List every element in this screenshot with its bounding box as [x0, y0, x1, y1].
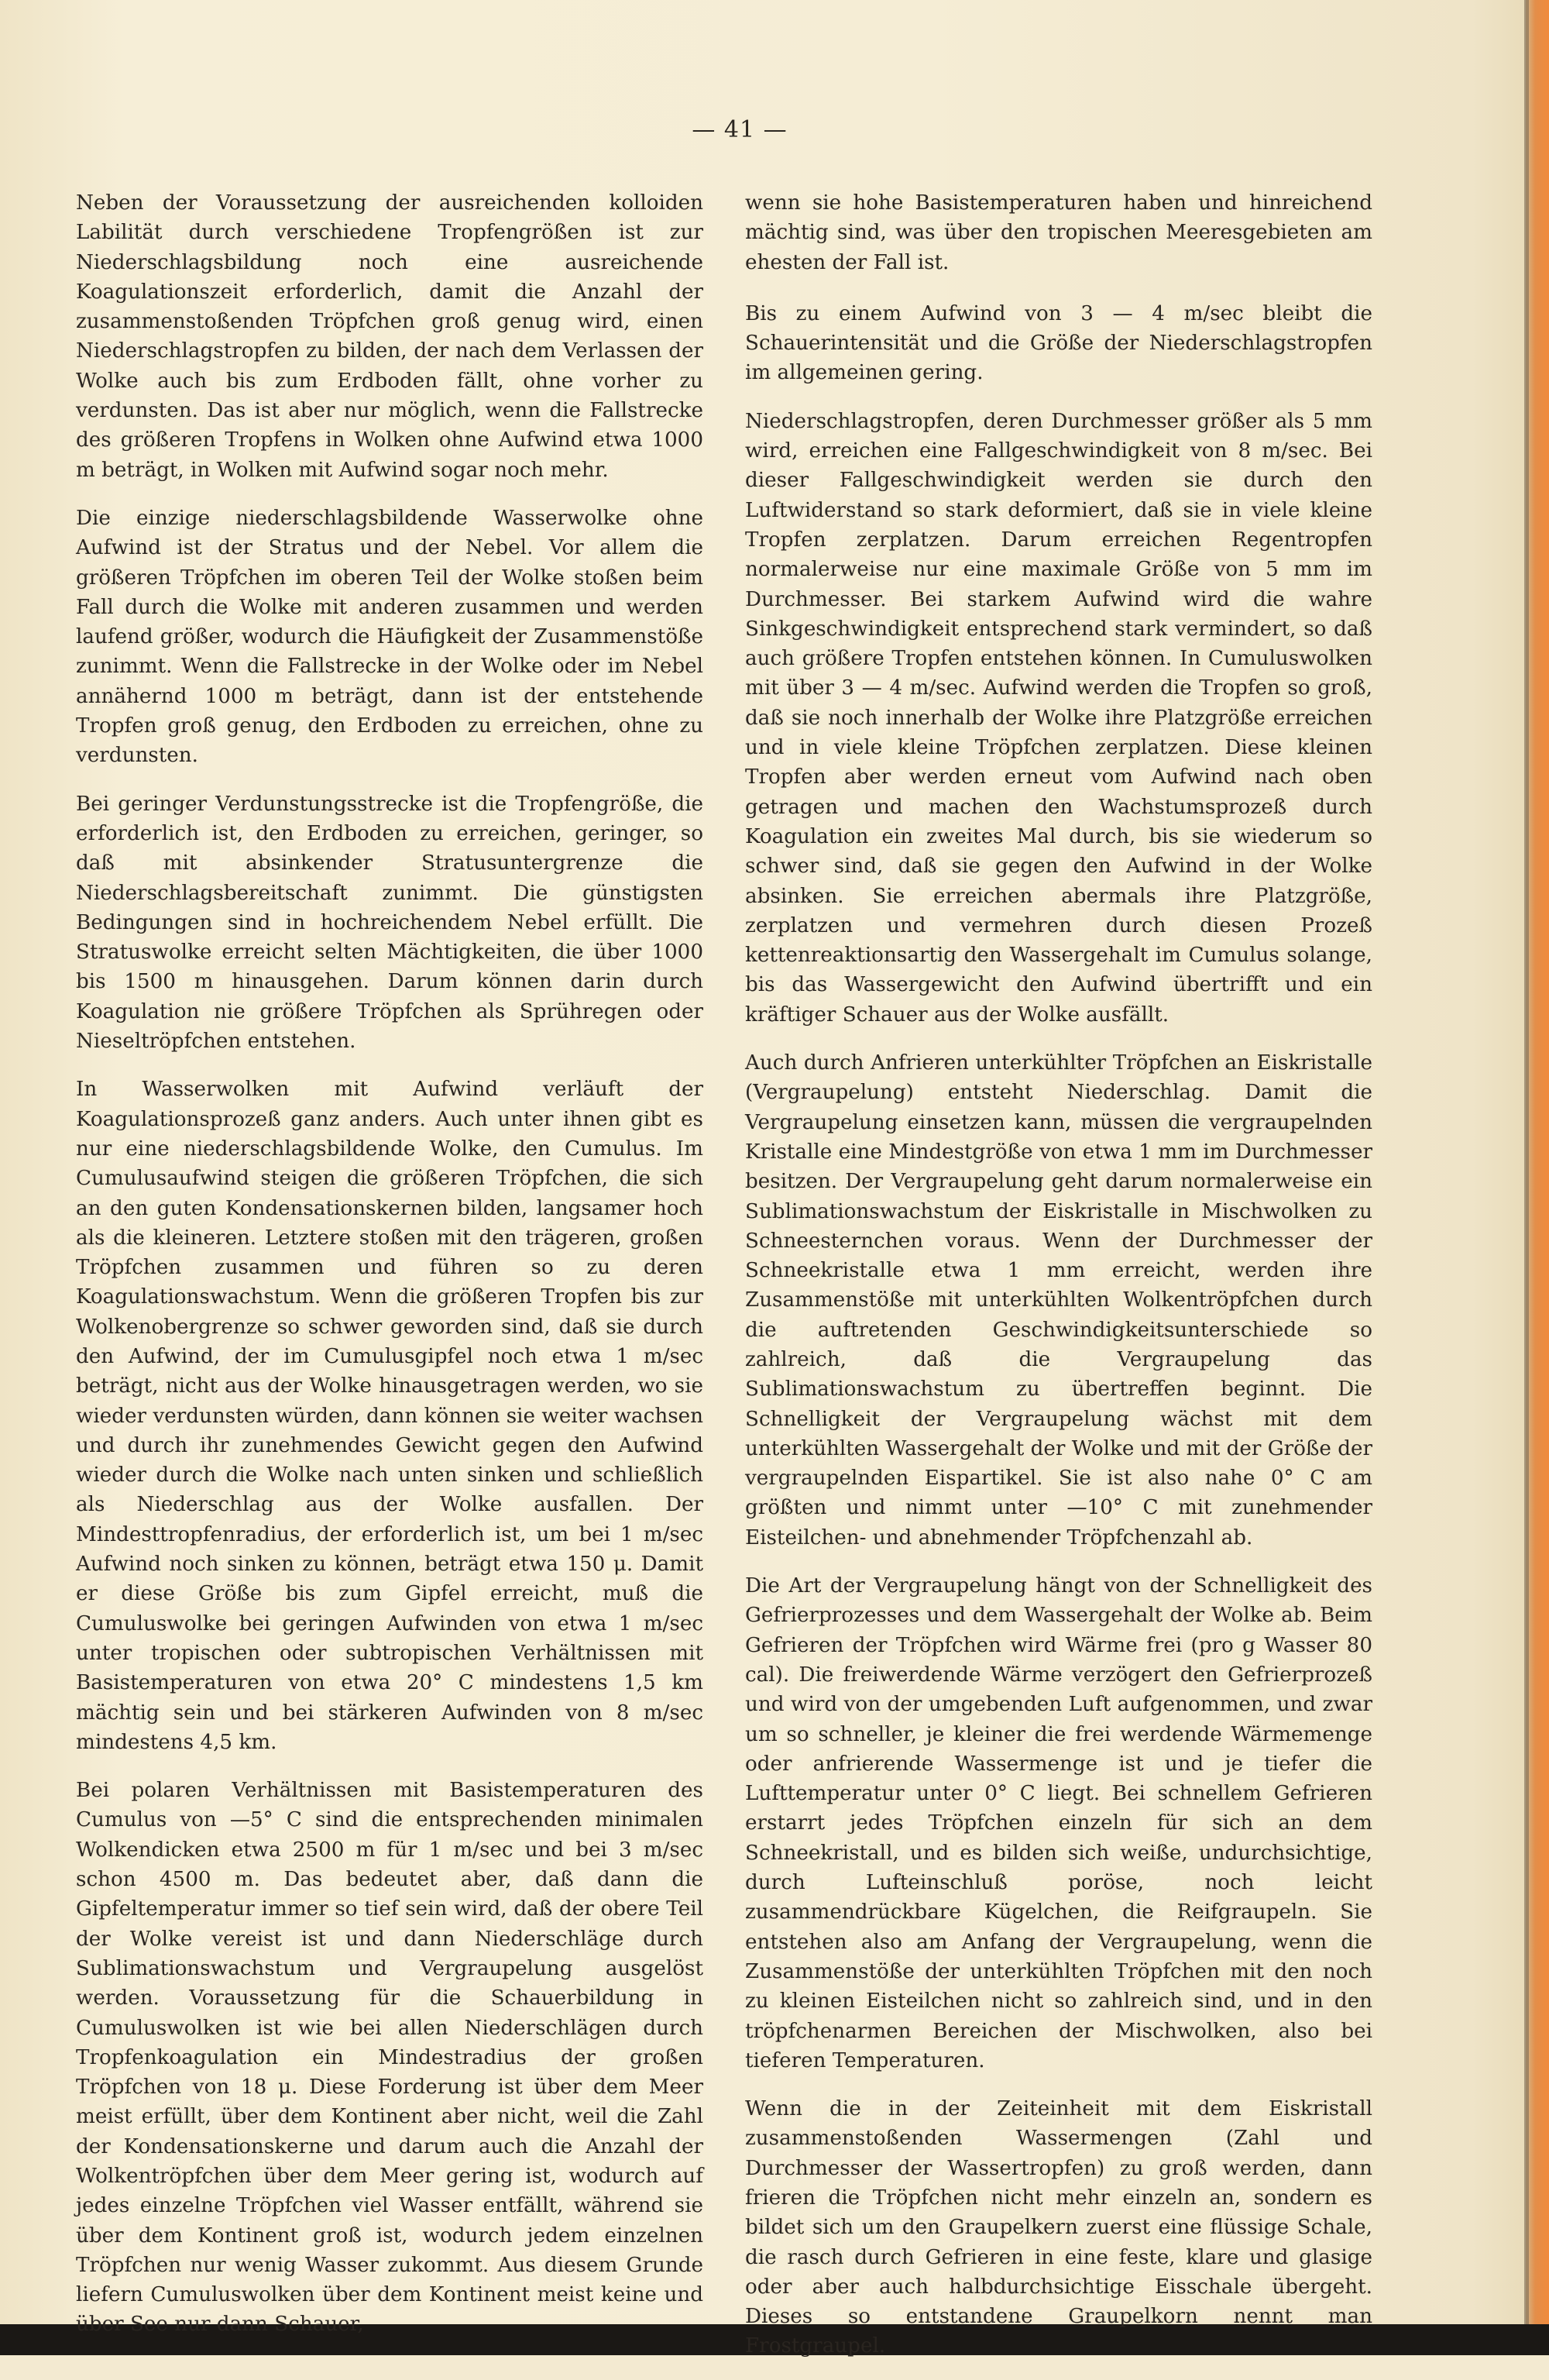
paragraph: Wenn die in der Zeiteinheit mit dem Eiskristall zusammenstoßenden Wassermengen (Zahl und Durchmesser der Wassertropfen) zu groß werden, dann frieren die Tröpfchen nicht mehr einzeln an, sondern es bildet sich um den Graupelkern zuerst eine flüssige Schale, die rasch durch Gefrieren in eine feste, klare und glasige oder aber auch halbdurchsichtige Eisschale übergeht. Dieses so entstandene Graupelkorn nennt man Frostgraupel.: [745, 2097, 1372, 2358]
paragraph: Die Art der Vergraupelung hängt von der Schnelligkeit des Gefrierprozesses und dem Wassergehalt der Wolke ab. Beim Gefrieren der Tröpfchen wird Wärme frei (pro g Wasser 80 cal). Die freiwerdende Wärme verzögert den Gefrierprozeß und wird von der umgebenden Luft aufgenommen, und zwar um so schneller, je kleiner die frei werdende Wärmemenge oder anfrierende Wassermenge ist und je tiefer die Lufttemperatur unter 0° C liegt. Bei schnellem Gefrieren erstarrt jedes Tröpfchen einzeln für sich an dem Schneekristall, und es bilden sich weiße, undurchsichtige, durch Lufteinschluß poröse, noch leicht zusammendrückbare Kügelchen, die Reifgraupeln. Sie entstehen also am Anfang der Vergraupelung, wenn die Zusammenstöße der unterkühlten Tröpfchen mit den noch zu kleinen Eisteilchen nicht so zahlreich sind, und in den tröpfchenarmen Bereichen der Mischwolken, also bei tieferen Temperaturen.: [745, 1574, 1372, 2072]
paragraph: Bis zu einem Aufwind von 3 — 4 m/sec bleibt die Schauerintensität und die Größe der Niederschlagstropfen im allgemeinen gering.: [745, 301, 1372, 385]
paragraph: Neben der Voraussetzung der ausreichenden kolloiden Labilität durch verschiedene Tropfengrößen ist zur Niederschlagsbildung noch eine ausreichende Koagulationszeit erforderlich, damit die Anzahl der zusammenstoßenden Tröpfchen groß genug wird, einen Niederschlagstropfen zu bilden, der nach dem Verlassen der Wolke auch bis zum Erdboden fällt, ohne vorher zu verdunsten. Das ist aber nur möglich, wenn die Fallstrecke des größeren Tropfens in Wolken ohne Aufwind etwa 1000 m beträgt, in Wolken mit Aufwind sogar noch mehr.: [76, 191, 703, 482]
paragraph: Niederschlagstropfen, deren Durchmesser größer als 5 mm wird, erreichen eine Fallgeschwindigkeit von 8 m/sec. Bei dieser Fallgeschwindigkeit werden sie durch den Luftwiderstand so stark deformiert, daß sie in viele kleine Tropfen zerplatzen. Darum erreichen Regentropfen normalerweise nur eine maximale Größe von 5 mm im Durchmesser. Bei starkem Aufwind wird die wahre Sinkgeschwindigkeit entsprechend stark vermindert, so daß auch größere Tropfen entstehen können. In Cumuluswolken mit über 3 — 4 m/sec. Aufwind werden die Tropfen so groß, daß sie noch innerhalb der Wolke ihre Platzgröße erreichen und in viele kleine Tröpfchen zerplatzen. Diese kleinen Tropfen aber werden erneut vom Aufwind nach oben getragen und machen den Wachstumsprozeß durch Koagulation ein zweites Mal durch, bis sie wiederum so schwer sind, daß sie gegen den Aufwind in der Wolke absinken. Sie erreichen abermals ihre Platzgröße, zerplatzen und vermehren durch diesen Prozeß kettenreaktionsartig den Wassergehalt im Cumulus solange, bis das Wassergewicht den Aufwind übertrifft und ein kräftiger Schauer aus der Wolke ausfällt.: [745, 409, 1372, 1027]
binding-shadow: [1524, 0, 1529, 2324]
paragraph: Bei geringer Verdunstungsstrecke ist die Tropfengröße, die erforderlich ist, den Erdboden zu erreichen, geringer, so daß mit absinkender Stratusuntergrenze die Niederschlagsbereitschaft zunimmt. Die günstigsten Bedingungen sind in hochreichendem Nebel erfüllt. Die Stratuswolke erreicht selten Mächtigkeiten, die über 1000 bis 1500 m hinausgehen. Darum können darin durch Koagulation nie größere Tröpfchen als Sprühregen oder Nieseltröpfchen entstehen.: [76, 792, 703, 1054]
page-number: — 41 —: [692, 116, 788, 143]
paragraph: wenn sie hohe Basistemperaturen haben und hinreichend mächtig sind, was über den tropischen Meeresgebieten am ehesten der Fall ist.: [745, 191, 1372, 274]
paragraph: Die einzige niederschlagsbildende Wasserwolke ohne Aufwind ist der Stratus und der Nebel. Vor allem die größeren Tröpfchen im oberen Teil der Wolke stoßen beim Fall durch die Wolke mit anderen zusammen und werden laufend größer, wodurch die Häufigkeit der Zusammenstöße zunimmt. Wenn die Fallstrecke in der Wolke oder im Nebel annähernd 1000 m beträgt, dann ist der entstehende Tropfen groß genug, den Erdboden zu erreichen, ohne zu verdunsten.: [76, 506, 703, 768]
paragraph: In Wasserwolken mit Aufwind verläuft der Koagulationsprozeß ganz anders. Auch unter ihnen gibt es nur eine niederschlagsbildende Wolke, den Cumulus. Im Cumulusaufwind steigen die größeren Tröpfchen, die sich an den guten Kondensationskernen bilden, langsamer hoch als die kleineren. Letztere stoßen mit den trägeren, großen Tröpfchen zusammen und führen so zu deren Koagulationswachstum. Wenn die größeren Tropfen bis zur Wolkenobergrenze so schwer geworden sind, daß sie durch den Aufwind, der im Cumulusgipfel noch etwa 1 m/sec beträgt, nicht aus der Wolke hinausgetragen werden, wo sie wieder verdunsten würden, dann können sie weiter wachsen und durch ihr zunehmendes Gewicht gegen den Aufwind wieder durch die Wolke nach unten sinken und schließlich als Niederschlag aus der Wolke ausfallen. Der Mindesttropfenradius, der erforderlich ist, um bei 1 m/sec Aufwind noch sinken zu können, beträgt etwa 150 μ. Damit er diese Größe bis zum Gipfel erreicht, muß die Cumuluswolke bei geringen Aufwinden von etwa 1 m/sec unter tropischen oder subtropischen Verhältnissen mit Basistemperaturen von etwa 20° C mindestens 1,5 km mächtig sein und bei stärkeren Aufwinden von 8 m/sec mindestens 4,5 km.: [76, 1078, 703, 1754]
right-column: [745, 188, 1372, 2380]
paragraph: Bei polaren Verhältnissen mit Basistemperaturen des Cumulus von —5° C sind die entsprechenden minimalen Wolkendicken etwa 2500 m für 1 m/sec und bei 3 m/sec schon 4500 m. Das bedeutet aber, daß dann die Gipfeltemperatur immer so tief sein wird, daß der obere Teil der Wolke vereist ist und dann Niederschläge durch Sublimationswachstum und Vergraupelung ausgelöst werden. Voraussetzung für die Schauerbildung in Cumuluswolken ist wie bei allen Niederschlägen durch Tropfenkoagulation ein Mindestradius der großen Tröpfchen von 18 μ. Diese Forderung ist über dem Meer meist erfüllt, über dem Kontinent aber nicht, weil die Zahl der Kondensationskerne und darum auch die Anzahl der Wolkentröpfchen über dem Meer gering ist, wodurch auf jedes einzelne Tröpfchen viel Wasser entfällt, während sie über dem Kontinent groß ist, wodurch jedem einzelnen Tröpfchen nur wenig Wasser zukommt. Aus diesem Grunde liefern Cumuluswolken über dem Kontinent meist keine und über See nur dann Schauer,: [76, 1779, 703, 2337]
left-column: [76, 188, 703, 2358]
paragraph: Auch durch Anfrieren unterkühlter Tröpfchen an Eiskristalle (Vergraupelung) entsteht Niederschlag. Damit die Vergraupelung einsetzen kann, müssen die vergraupelnden Kristalle eine Mindestgröße von etwa 1 mm im Durchmesser besitzen. Der Vergraupelung geht darum normalerweise ein Sublimationswachstum der Eiskristalle in Mischwolken zu Schneesternchen voraus. Wenn der Durchmesser der Schneekristalle etwa 1 mm erreicht, werden ihre Zusammenstöße mit unterkühlten Wolkentröpfchen durch die auftretenden Geschwindigkeitsunterschiede so zahlreich, daß die Vergraupelung das Sublimationswachstum zu übertreffen beginnt. Die Schnelligkeit der Vergraupelung wächst mit dem unterkühlten Wassergehalt der Wolke und mit der Größe der vergraupelnden Eispartikel. Sie ist also nahe 0° C am größten und nimmt unter —10° C mit zunehmender Eisteilchen- und abnehmender Tröpfchenzahl ab.: [745, 1051, 1372, 1549]
binding-edge: [1526, 0, 1549, 2324]
